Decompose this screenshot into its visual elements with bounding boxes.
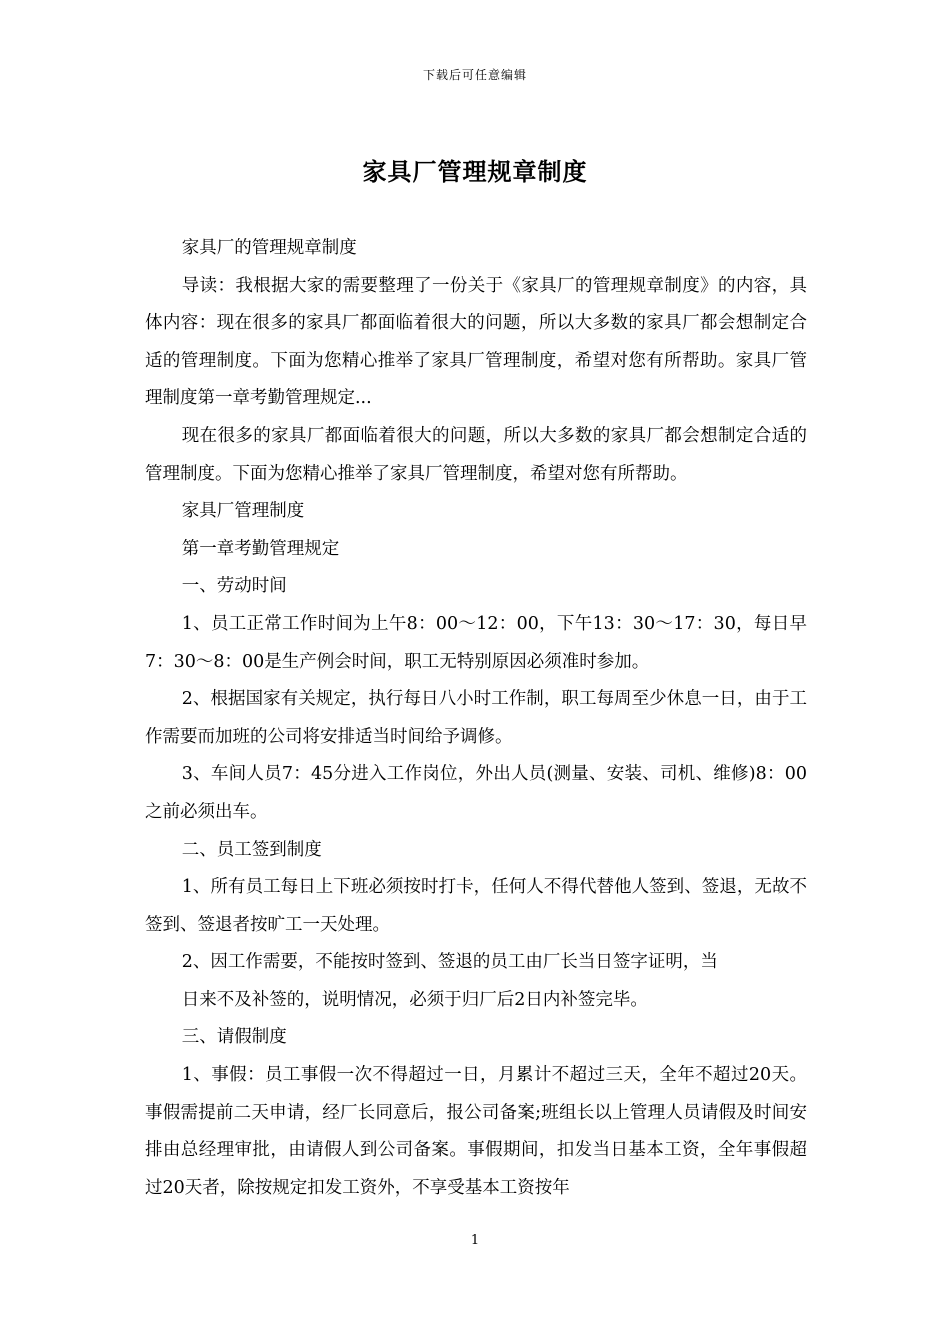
paragraph-item: 1、所有员工每日上下班必须按时打卡，任何人不得代替他人签到、签退，无故不签到、签退者按旷工一天处理。 [145, 877, 807, 935]
paragraph-subtitle: 家具厂的管理规章制度 [181, 238, 357, 258]
paragraph-item: 2、根据国家有关规定，执行每日八小时工作制，职工每周至少休息一日，由于工作需要而加班的公司将安排适当时间给予调修。 [145, 689, 807, 747]
heading-section-3: 三、请假制度 [181, 1027, 287, 1048]
paragraph-continuation: 日来不及补签的，说明情况，必须于归厂后2日内补签完毕。 [181, 989, 648, 1010]
heading-section-2: 二、员工签到制度 [181, 839, 322, 860]
heading-system: 家具厂管理制度 [181, 501, 305, 522]
document-title: 家具厂管理规章制度 [362, 157, 588, 186]
page-number: 1 [470, 1233, 480, 1248]
paragraph-item: 1、员工正常工作时间为上午8：00～12：00，下午13：30～17：30，每日早7：30～8：00是生产例会时间，职工无特别原因必须准时参加。 [145, 613, 807, 672]
paragraph-item: 2、因工作需要，不能按时签到、签退的员工由厂长当日签字证明，当 [181, 952, 718, 973]
paragraph-item: 3、车间人员7：45分进入工作岗位，外出人员(测量、安装、司机、维修)8：00之前必须出车。 [145, 764, 807, 822]
document-body [145, 230, 807, 1207]
paragraph-intro: 导读：我根据大家的需要整理了一份关于《家具厂的管理规章制度》的内容，具体内容：现在很多的家具厂都面临着很大的问题，所以大多数的家具厂都会想制定合适的管理制度。下面为您精心推举了家具厂管理制度，希望对您有所帮助。家具厂管理制度第一章考勤管理规定... [145, 275, 807, 409]
paragraph-summary: 现在很多的家具厂都面临着很大的问题，所以大多数的家具厂都会想制定合适的管理制度。下面为您精心推举了家具厂管理制度，希望对您有所帮助。 [145, 425, 807, 484]
heading-section-1: 一、劳动时间 [181, 576, 287, 597]
paragraph-item: 1、事假：员工事假一次不得超过一日，月累计不超过三天，全年不超过20天。事假需提前二天申请，经厂长同意后，报公司备案;班组长以上管理人员请假及时间安排由总经理审批，由请假人到公司备案。事假期间，扣发当日基本工资，全年事假超过20天者，除按规定扣发工资外，不享受基本工资按年 [145, 1065, 807, 1198]
heading-chapter-1: 第一章考勤管理规定 [181, 538, 340, 559]
page-header-note: 下载后可任意编辑 [422, 68, 527, 82]
